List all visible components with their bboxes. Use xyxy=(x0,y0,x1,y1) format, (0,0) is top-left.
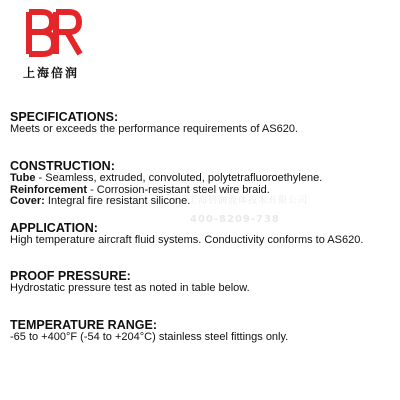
proof-pressure-section xyxy=(10,269,395,295)
temperature-range-text: -65 to +400°F (-54 to +204°C) stainless steel fittings only. xyxy=(10,331,289,343)
company-logo xyxy=(16,8,96,80)
proof-pressure-text: Hydrostatic pressure test as noted in table below. xyxy=(10,282,250,294)
construction-cover-text: Integral fire resistant silicone. xyxy=(44,195,191,207)
application-text: High temperature aircraft fluid systems. Conductivity conforms to AS620. xyxy=(10,234,364,246)
construction-heading: CONSTRUCTION: xyxy=(10,159,115,173)
watermark-phone: 400-8209-738 xyxy=(190,214,280,225)
application-section xyxy=(10,221,395,247)
watermark-company: 上海倍润流体技术有限公司 xyxy=(188,196,309,206)
construction-reinforcement-label: Reinforcement xyxy=(10,183,88,196)
construction-section xyxy=(10,159,395,208)
specifications-text: Meets or exceeds the performance requirements of AS620. xyxy=(10,123,298,135)
construction-reinforcement-text: - Corrosion-resistant steel wire braid. xyxy=(87,183,270,196)
specifications-section xyxy=(10,110,395,136)
construction-tube-label: Tube xyxy=(10,172,36,184)
temperature-range-heading: TEMPERATURE RANGE: xyxy=(10,318,157,332)
construction-cover-label: Cover: xyxy=(10,195,45,207)
application-heading: APPLICATION: xyxy=(10,221,98,235)
temperature-range-section xyxy=(10,318,395,344)
construction-cover-line xyxy=(10,196,395,208)
company-name: 上海倍润 xyxy=(23,66,80,80)
construction-tube-text: - Seamless, extruded, convoluted, polytetrafluoroethylene. xyxy=(35,172,323,184)
br-logo-mark xyxy=(24,8,84,58)
specifications-heading: SPECIFICATIONS: xyxy=(10,110,119,124)
proof-pressure-heading: PROOF PRESSURE: xyxy=(10,269,131,283)
